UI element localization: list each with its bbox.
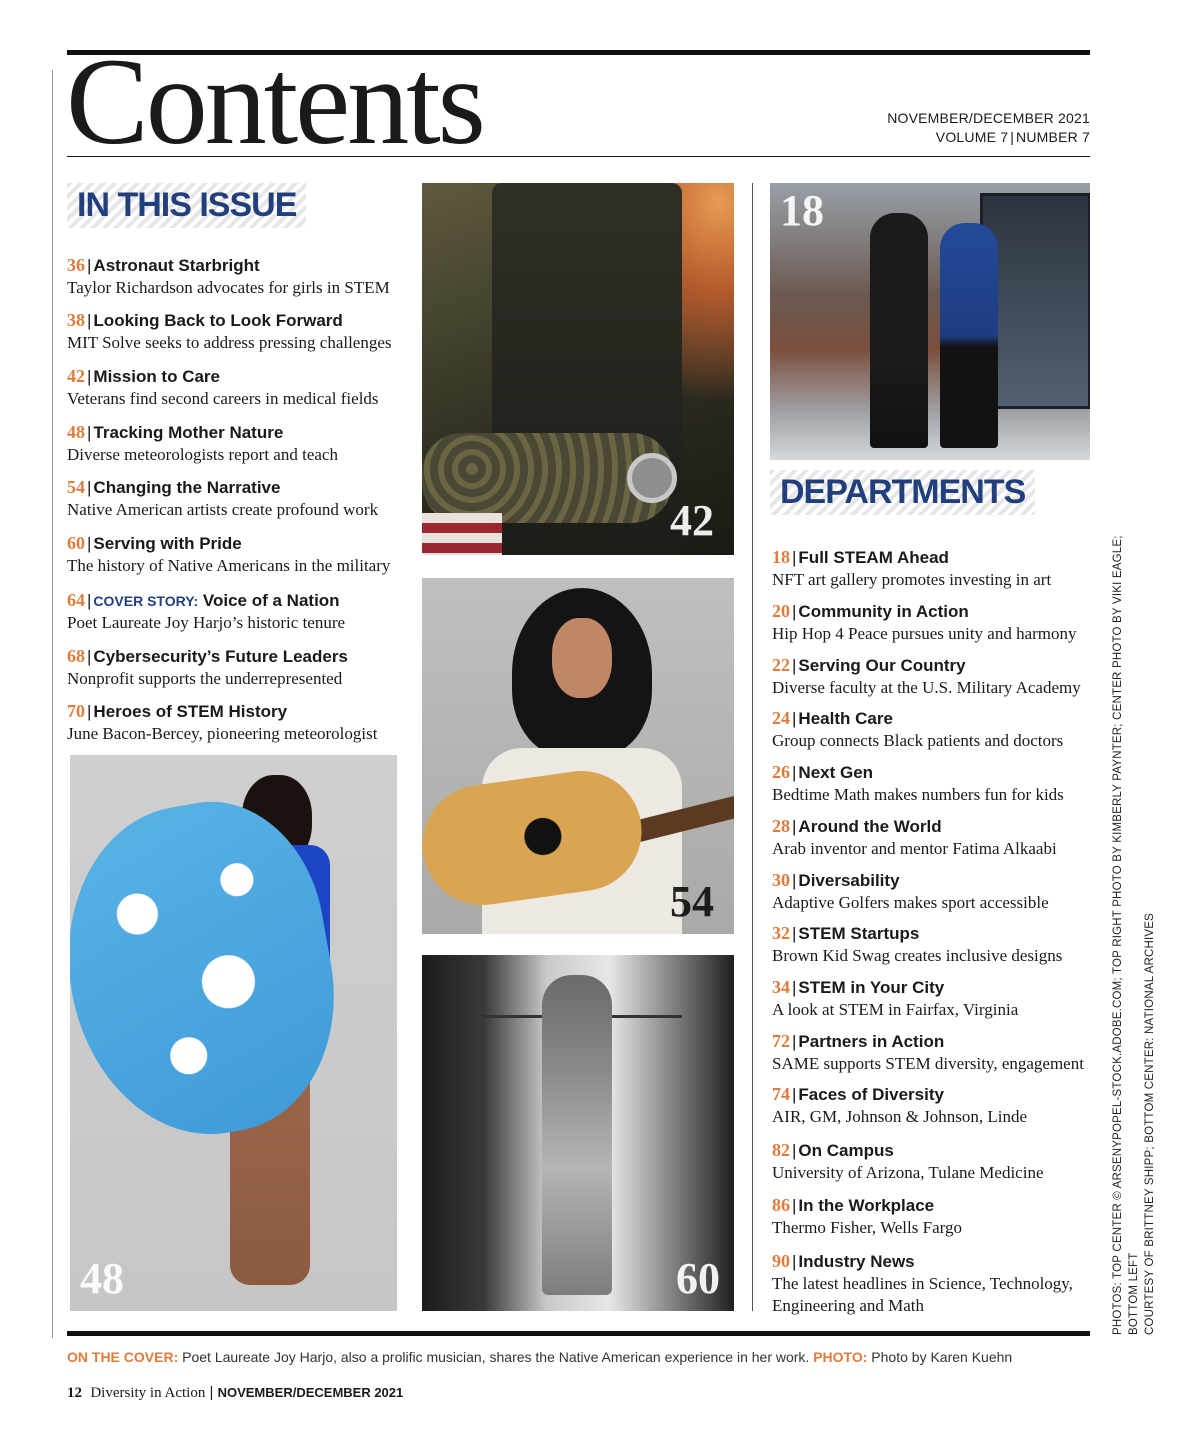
magazine-name: Diversity in Action: [90, 1385, 206, 1401]
item-title: In the Workplace: [798, 1196, 935, 1215]
item-subtitle: The history of Native Americans in the military: [67, 556, 391, 575]
volume: VOLUME 7: [935, 129, 1009, 145]
dept-item-32[interactable]: 32 | STEM Startups Brown Kid Swag creates inclusive designs: [772, 923, 1063, 965]
page-number: 24: [772, 708, 790, 728]
dept-item-24[interactable]: 24 | Health Care Group connects Black patients and doctors: [772, 708, 1064, 750]
item-subtitle: Native American artists create profound work: [67, 500, 379, 519]
item-subtitle: SAME supports STEM diversity, engagement: [772, 1054, 1084, 1073]
dept-item-22[interactable]: 22 | Serving Our Country Diverse faculty at the U.S. Military Academy: [772, 655, 1081, 697]
item-subtitle: June Bacon-Bercey, pioneering meteorologist: [67, 724, 378, 743]
photo-credits: [1110, 485, 1158, 1335]
dept-item-34[interactable]: 34 | STEM in Your City A look at STEM in Fairfax, Virginia: [772, 977, 1019, 1019]
item-subtitle: AIR, GM, Johnson & Johnson, Linde: [772, 1107, 1028, 1126]
photo-page-number: 60: [676, 1254, 720, 1303]
page-number: 64: [67, 590, 85, 610]
item-title: Around the World: [798, 817, 942, 836]
item-title: Diversability: [798, 871, 900, 890]
item-subtitle: Diverse faculty at the U.S. Military Academy: [772, 678, 1081, 697]
item-title: Health Care: [798, 709, 893, 728]
item-subtitle: Arab inventor and mentor Fatima Alkaabi: [772, 839, 1057, 858]
dept-item-72[interactable]: 72 | Partners in Action SAME supports STEM diversity, engagement: [772, 1031, 1084, 1073]
item-subtitle: Poet Laureate Joy Harjo’s historic tenure: [67, 613, 346, 632]
item-subtitle: Hip Hop 4 Peace pursues unity and harmony: [772, 624, 1077, 643]
page-number: 32: [772, 923, 790, 943]
dept-item-18[interactable]: 18 | Full STEAM Ahead NFT art gallery promotes investing in art: [772, 547, 1052, 589]
column-divider: [752, 183, 753, 1311]
issue-item-48[interactable]: 48 | Tracking Mother Nature Diverse meteorologists report and teach: [67, 422, 338, 464]
footer-date: NOVEMBER/DECEMBER 2021: [217, 1385, 404, 1400]
page-number: 42: [67, 366, 85, 386]
issue-item-42[interactable]: 42 | Mission to Care Veterans find second careers in medical fields: [67, 366, 379, 408]
issue-item-64[interactable]: 64 | COVER STORY: Voice of a Nation Poet Laureate Joy Harjo’s historic tenure: [67, 590, 346, 632]
page-number: 72: [772, 1031, 790, 1051]
item-title: Next Gen: [798, 763, 874, 782]
item-title: Heroes of STEM History: [93, 702, 288, 721]
issue-date: NOVEMBER/DECEMBER 2021: [887, 110, 1090, 126]
page-number-footer: 12: [67, 1385, 82, 1401]
page-number: 28: [772, 816, 790, 836]
item-title: STEM in Your City: [798, 978, 945, 997]
issue-item-70[interactable]: 70 | Heroes of STEM History June Bacon-Bercey, pioneering meteorologist: [67, 701, 378, 743]
item-subtitle: The latest headlines in Science, Technology,: [772, 1274, 1073, 1293]
page-number: 26: [772, 762, 790, 782]
item-title: Industry News: [798, 1252, 915, 1271]
photo-credit-text: Photo by Karen Kuehn: [867, 1349, 1013, 1365]
photo-historic-soldier[interactable]: [422, 955, 734, 1311]
item-title: Serving with Pride: [93, 534, 242, 553]
issue-item-68[interactable]: 68 | Cybersecurity’s Future Leaders Nonprofit supports the underrepresented: [67, 646, 348, 688]
volume-number: VOLUME 7 | NUMBER 7: [935, 129, 1090, 145]
left-margin-line: [52, 70, 53, 1338]
item-subtitle: Nonprofit supports the underrepresented: [67, 669, 343, 688]
dept-item-86[interactable]: 86 | In the Workplace Thermo Fisher, Wells Fargo: [772, 1195, 962, 1237]
item-title: On Campus: [798, 1141, 894, 1160]
page-number: 22: [772, 655, 790, 675]
page-number: 74: [772, 1084, 790, 1104]
on-the-cover-caption: [67, 1349, 1012, 1365]
item-subtitle: Adaptive Golfers makes sport accessible: [772, 893, 1049, 912]
dept-item-28[interactable]: 28 | Around the World Arab inventor and mentor Fatima Alkaabi: [772, 816, 1057, 858]
issue-item-54[interactable]: 54 | Changing the Narrative Native American artists create profound work: [67, 477, 379, 519]
item-title: Mission to Care: [93, 367, 221, 386]
page-number: 20: [772, 601, 790, 621]
page-number: 48: [67, 422, 85, 442]
dept-item-74[interactable]: 74 | Faces of Diversity AIR, GM, Johnson & Johnson, Linde: [772, 1084, 1028, 1126]
item-title: Looking Back to Look Forward: [93, 311, 343, 330]
page-footer: 12 Diversity in Action | NOVEMBER/DECEMBER 2021: [67, 1384, 404, 1401]
photo-credits-line2: COURTESY OF BRITTNEY SHIPP; BOTTOM CENTER: NATIONAL ARCHIVES: [1144, 912, 1156, 1335]
item-title: Changing the Narrative: [93, 478, 281, 497]
item-title: Cybersecurity’s Future Leaders: [93, 647, 348, 666]
on-the-cover-text: Poet Laureate Joy Harjo, also a prolific musician, shares the Native American experience in her work.: [178, 1349, 814, 1365]
photo-page-number: 54: [670, 877, 714, 926]
page-number: 90: [772, 1251, 790, 1271]
photo-page-number: 18: [780, 186, 824, 235]
item-title: Voice of a Nation: [202, 591, 340, 610]
cover-story-label: COVER STORY:: [93, 593, 199, 609]
number: NUMBER 7: [1016, 129, 1090, 145]
page-number: 86: [772, 1195, 790, 1215]
page-number: 30: [772, 870, 790, 890]
item-subtitle: A look at STEM in Fairfax, Virginia: [772, 1000, 1019, 1019]
photo-woman-guitar[interactable]: [422, 578, 734, 934]
item-title: Astronaut Starbright: [93, 256, 260, 275]
photo-credits-line1: PHOTOS: TOP CENTER © ARSENYPOPEL-STOCK.ADOBE.COM; TOP RIGHT PHOTO BY KIMBERLY PAYNTER; CENTER PHOTO BY VIKI EAGLE; BOTTOM LEFT: [1112, 535, 1140, 1335]
in-this-issue-label: IN THIS ISSUE: [67, 183, 306, 228]
item-subtitle: Bedtime Math makes numbers fun for kids: [772, 785, 1064, 804]
item-subtitle: Veterans find second careers in medical fields: [67, 389, 379, 408]
item-subtitle: NFT art gallery promotes investing in art: [772, 570, 1052, 589]
item-title: Faces of Diversity: [798, 1085, 944, 1104]
page-number: 70: [67, 701, 85, 721]
dept-item-26[interactable]: 26 | Next Gen Bedtime Math makes numbers fun for kids: [772, 762, 1064, 804]
issue-item-38[interactable]: 38 | Looking Back to Look Forward MIT Solve seeks to address pressing challenges: [67, 310, 392, 352]
item-title: Community in Action: [798, 602, 969, 621]
on-the-cover-label: ON THE COVER:: [67, 1349, 179, 1365]
page-number: 18: [772, 547, 790, 567]
issue-item-36[interactable]: 36 | Astronaut Starbright Taylor Richardson advocates for girls in STEM: [67, 255, 390, 297]
item-subtitle: MIT Solve seeks to address pressing challenges: [67, 333, 392, 352]
item-subtitle: Taylor Richardson advocates for girls in STEM: [67, 278, 390, 297]
item-title: Full STEAM Ahead: [798, 548, 949, 567]
photo-page-number: 42: [670, 496, 714, 545]
item-subtitle: Thermo Fisher, Wells Fargo: [772, 1218, 962, 1237]
item-title: Serving Our Country: [798, 656, 966, 675]
umbrella-icon: [70, 785, 357, 1155]
page-title: Contents: [66, 33, 483, 170]
item-subtitle: University of Arizona, Tulane Medicine: [772, 1163, 1044, 1182]
photo-two-men-street[interactable]: [770, 183, 1090, 460]
bottom-rule: [67, 1331, 1090, 1336]
page-number: 60: [67, 533, 85, 553]
issue-info: [887, 109, 1090, 147]
photo-label: PHOTO:: [813, 1349, 868, 1365]
departments-label: DEPARTMENTS: [770, 470, 1035, 515]
item-title: STEM Startups: [798, 924, 920, 943]
page-number: 68: [67, 646, 85, 666]
page-number: 82: [772, 1140, 790, 1160]
photo-page-number: 48: [80, 1254, 124, 1303]
dept-item-30[interactable]: 30 | Diversability Adaptive Golfers makes sport accessible: [772, 870, 1049, 912]
item-title: Partners in Action: [798, 1032, 945, 1051]
photo-veteran-stethoscope[interactable]: [422, 183, 734, 555]
page-number: 38: [67, 310, 85, 330]
dept-item-20[interactable]: 20 | Community in Action Hip Hop 4 Peace pursues unity and harmony: [772, 601, 1077, 643]
issue-item-60[interactable]: 60 | Serving with Pride The history of Native Americans in the military: [67, 533, 391, 575]
item-subtitle: Brown Kid Swag creates inclusive designs: [772, 946, 1063, 965]
photo-woman-umbrella[interactable]: [70, 755, 397, 1311]
item-subtitle: Diverse meteorologists report and teach: [67, 445, 338, 464]
dept-item-82[interactable]: 82 | On Campus University of Arizona, Tulane Medicine: [772, 1140, 1044, 1182]
dept-item-90[interactable]: 90 | Industry News The latest headlines in Science, Technology, Engineering and Math: [772, 1251, 1073, 1315]
item-subtitle-line2: Engineering and Math: [772, 1296, 925, 1315]
page-number: 36: [67, 255, 85, 275]
item-subtitle: Group connects Black patients and doctors: [772, 731, 1064, 750]
page-number: 34: [772, 977, 790, 997]
item-title: Tracking Mother Nature: [93, 423, 284, 442]
page-number: 54: [67, 477, 85, 497]
